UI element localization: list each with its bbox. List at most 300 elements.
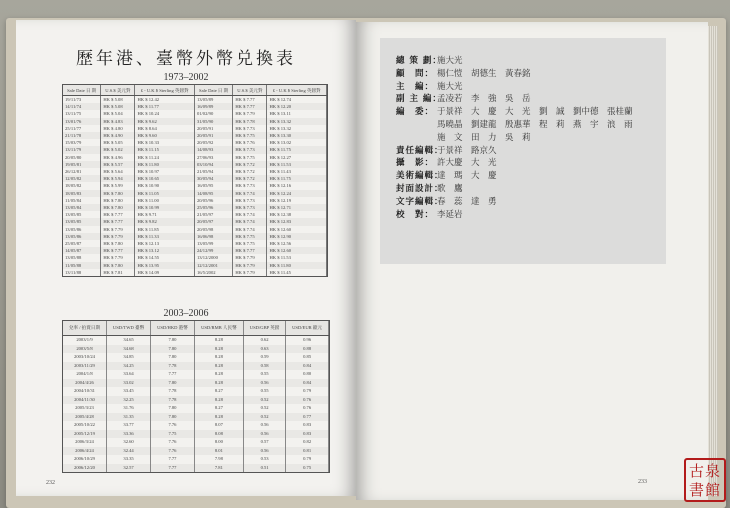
table-cell: 2006/12/20 — [63, 464, 106, 473]
table-cell: HK $ 7.75 — [233, 154, 267, 161]
table-cell: HK $ 11.75 — [267, 175, 327, 182]
table-row — [63, 96, 327, 104]
table-row — [63, 247, 327, 254]
table-cell: HK $ 13.12 — [135, 247, 194, 254]
table-cell: HK $ 7.77 — [101, 247, 135, 254]
credit-role: 封面設計： — [396, 184, 444, 194]
table-cell: 01/02/90 — [194, 110, 232, 117]
table-cell: HK $ 7.81 — [101, 269, 135, 276]
table-cell: 8.28 — [194, 413, 243, 422]
table-cell: 25/05/87 — [63, 240, 101, 247]
table-cell: 2003/1/9 — [63, 336, 106, 345]
table-cell: 33.64 — [106, 370, 150, 379]
table-cell: HK $ 5.02 — [101, 146, 135, 153]
table-cell: 7.78 — [151, 396, 195, 405]
table-row — [63, 211, 327, 218]
table-cell: HK $ 7.74 — [233, 190, 267, 197]
table-cell: 2005/3/23 — [63, 404, 106, 413]
table-cell: 32.44 — [106, 447, 150, 456]
table-cell: HK $ 7.74 — [233, 211, 267, 218]
table-cell: HK $ 7.72 — [233, 168, 267, 175]
table-cell: 16/5/2002 — [194, 269, 232, 276]
table-header-cell: USD/TWD 臺幣 — [106, 321, 150, 336]
table-cell: HK $ 11.45 — [267, 269, 327, 276]
table-cell: HK $ 12.38 — [267, 211, 327, 218]
table-cell: 0.63 — [243, 345, 285, 354]
table-cell: 0.79 — [286, 455, 329, 464]
table-cell: 0.52 — [243, 396, 285, 405]
table-cell: 33.77 — [106, 421, 150, 430]
table-cell: 14/11/74 — [63, 103, 101, 110]
table-cell: 31.76 — [106, 404, 150, 413]
table-cell: HK $ 7.77 — [233, 103, 267, 110]
table-cell: HK $ 11.15 — [135, 146, 194, 153]
credit-line — [396, 184, 463, 194]
table-row — [63, 139, 327, 146]
table-cell: 0.83 — [286, 421, 329, 430]
page-edges — [708, 26, 718, 496]
table-cell: 20/05/80 — [63, 154, 101, 161]
table-cell: HK $ 10.65 — [135, 175, 194, 182]
table-cell: 14/08/93 — [194, 146, 232, 153]
table-row — [63, 430, 329, 439]
table-cell: HK $ 7.79 — [233, 110, 267, 117]
table-cell: 13/01/76 — [63, 118, 101, 125]
table-cell: 7.98 — [194, 455, 243, 464]
table-cell: 15/03/79 — [63, 139, 101, 146]
table-row — [63, 438, 329, 447]
table-row — [63, 125, 327, 132]
table-cell: HK $ 11.53 — [267, 161, 327, 168]
collector-seal-stamp: 古泉 書館 — [684, 458, 726, 502]
credit-role: 校 對： — [396, 209, 435, 220]
table-cell: 2004/11/30 — [63, 396, 106, 405]
table-header-cell: U.S.$ 美元對 — [101, 85, 135, 96]
table-row — [63, 175, 327, 182]
table-cell: HK $ 10.24 — [135, 110, 194, 117]
table-cell: HK $ 11.53 — [267, 254, 327, 261]
table-cell: HK $ 12.16 — [267, 182, 327, 189]
table-cell: HK $ 9.60 — [135, 132, 194, 139]
table-cell: 13/05/85 — [63, 218, 101, 225]
credit-line — [396, 146, 497, 156]
table-cell: HK $ 10.90 — [135, 182, 194, 189]
table-cell: HK $ 7.79 — [101, 233, 135, 240]
table-cell: HK $ 11.43 — [267, 168, 327, 175]
table-cell: HK $ 5.08 — [101, 103, 135, 110]
table-cell: 0.58 — [243, 362, 285, 371]
table-cell: 16/05/95 — [194, 182, 232, 189]
table-cell: 20/05/97 — [194, 218, 232, 225]
credit-role: 編 委： — [396, 107, 435, 118]
credit-role: 總 策 劃： — [396, 56, 442, 66]
table-cell: HK $ 7.79 — [101, 226, 135, 233]
table-cell: 2003/10/24 — [63, 353, 106, 362]
table-row — [63, 233, 327, 240]
credit-names: 許大慶 大 光 — [437, 158, 497, 169]
table-cell: HK $ 7.77 — [233, 247, 267, 254]
table-row — [63, 262, 327, 269]
table-cell: HK $ 4.90 — [101, 132, 135, 139]
credit-role: 攝 影： — [396, 158, 435, 169]
table-cell: 30/05/94 — [194, 175, 232, 182]
table-cell: HK $ 12.42 — [135, 96, 194, 104]
table-header-cell: Sale Date 日 期 — [63, 85, 101, 96]
table-cell: 7.76 — [151, 421, 195, 430]
table-row — [63, 345, 329, 354]
table-cell: HK $ 12.60 — [267, 247, 327, 254]
credit-line — [396, 94, 531, 104]
table-cell: 0.84 — [286, 362, 329, 371]
table-cell: 7.75 — [151, 430, 195, 439]
table-cell: HK $ 7.77 — [233, 96, 267, 104]
table-cell: 11/05/84 — [63, 197, 101, 204]
exchange-table-1973-2002 — [62, 84, 328, 277]
table-cell: 0.88 — [286, 345, 329, 354]
table-cell: HK $ 7.72 — [233, 161, 267, 168]
credit-names: 達 瑪 大 慶 — [437, 171, 497, 182]
table-cell: HK $ 12.27 — [267, 154, 327, 161]
table-cell: HK $ 8.64 — [135, 125, 194, 132]
table-cell: HK $ 7.80 — [101, 197, 135, 204]
credit-names: 馬曉晶 劉建龍 殷惠華 程 莉 燕 宇 浪 雨 — [437, 120, 633, 130]
table-cell: HK $ 7.73 — [233, 146, 267, 153]
table-cell: 13/11/75 — [63, 110, 101, 117]
table-cell: 0.56 — [243, 430, 285, 439]
credit-names: 歌 鷹 — [437, 184, 463, 194]
table-cell: HK $ 9.71 — [135, 211, 194, 218]
credit-names: 孟凌若 李 強 吳 岳 — [437, 94, 531, 105]
table-cell: HK $ 14.09 — [135, 269, 194, 276]
table-row — [63, 396, 329, 405]
table-cell: 0.83 — [286, 430, 329, 439]
credit-names: 李延岩 — [437, 209, 463, 220]
credit-line — [396, 107, 633, 117]
table-cell: HK $ 7.79 — [101, 254, 135, 261]
credit-role: 文字編輯： — [396, 196, 444, 207]
table-cell: 0.52 — [243, 413, 285, 422]
table-header-cell: USD/HKD 港幣 — [151, 321, 195, 336]
table-cell: 16/06/98 — [194, 233, 232, 240]
table-cell: HK $ 12.19 — [267, 197, 327, 204]
credit-names: 施 文 田 力 吳 莉 — [437, 132, 531, 143]
table-cell: 0.56 — [243, 421, 285, 430]
table-cell: HK $ 7.79 — [233, 262, 267, 269]
table-row — [63, 353, 329, 362]
table-cell: 0.53 — [243, 455, 285, 464]
table-cell: 33.35 — [106, 455, 150, 464]
table-cell: 19/11/73 — [63, 96, 101, 104]
table-cell: HK $ 12.71 — [267, 204, 327, 211]
table-cell: HK $ 11.24 — [135, 154, 194, 161]
credit-role: 責任編輯： — [396, 145, 444, 156]
table-row — [63, 413, 329, 422]
table-row — [63, 197, 327, 204]
table-cell: 34.85 — [106, 353, 150, 362]
table-header-cell: USD/RMB 人民幣 — [194, 321, 243, 336]
table-cell: 2005/4/28 — [63, 413, 106, 422]
table-cell: HK $ 5.94 — [101, 175, 135, 182]
table-cell: 0.62 — [243, 336, 285, 345]
table-cell: 7.78 — [151, 362, 195, 371]
period-label-1: 1973–2002 — [163, 72, 209, 83]
credit-names: 于景祥 大 慶 大 光 劉 誠 劉中德 張桂蘭 — [437, 107, 633, 118]
table-row — [63, 404, 329, 413]
period-label-2: 2003–2006 — [163, 308, 209, 319]
table-cell: 33.02 — [106, 379, 150, 388]
table-cell: HK $ 14.55 — [135, 254, 194, 261]
table-row — [63, 118, 327, 125]
table-cell: 2005/10/22 — [63, 421, 106, 430]
table-cell: 7.81 — [194, 464, 243, 473]
table-cell: 31/05/90 — [194, 118, 232, 125]
table-cell: HK $ 13.11 — [267, 110, 327, 117]
table-cell: 13/11/79 — [63, 146, 101, 153]
table-cell: 12/05/82 — [63, 175, 101, 182]
table-cell: HK $ 11.85 — [135, 226, 194, 233]
table-cell: 20/05/91 — [194, 132, 232, 139]
table-cell: HK $ 13.32 — [267, 125, 327, 132]
table-cell: 13/05/86 — [63, 233, 101, 240]
table-cell: 2006/3/24 — [63, 438, 106, 447]
table-cell: 21/11/78 — [63, 132, 101, 139]
table-header-cell: £ - U.K $ Sterling 英鎊對 — [267, 85, 327, 96]
table-cell: 16/09/89 — [194, 103, 232, 110]
table-row — [63, 182, 327, 189]
table-cell: 2006/10/29 — [63, 455, 106, 464]
table-cell: 7.77 — [151, 464, 195, 473]
table-row — [63, 190, 327, 197]
table-cell: HK $ 9.82 — [135, 218, 194, 225]
table-cell: 0.77 — [286, 413, 329, 422]
table-cell: 18/05/82 — [63, 182, 101, 189]
table-cell: HK $ 11.33 — [135, 233, 194, 240]
table-cell: 20/05/98 — [194, 226, 232, 233]
table-cell: HK $ 7.73 — [233, 204, 267, 211]
table-cell: HK $ 11.00 — [135, 197, 194, 204]
table-cell: HK $ 5.64 — [101, 168, 135, 175]
table-cell: 33.45 — [106, 387, 150, 396]
table-cell: HK $ 7.80 — [101, 190, 135, 197]
table-cell: HK $ 4.80 — [101, 125, 135, 132]
table-cell: HK $ 12.20 — [267, 103, 327, 110]
table-cell: 03/10/94 — [194, 161, 232, 168]
table-cell: 12/12/2001 — [194, 262, 232, 269]
table-cell: HK $ 12.83 — [267, 218, 327, 225]
table-cell: 2004/10/31 — [63, 387, 106, 396]
table-cell: HK $ 7.73 — [233, 182, 267, 189]
table-cell: HK $ 7.80 — [101, 262, 135, 269]
credit-line — [396, 69, 531, 79]
table-row — [63, 168, 327, 175]
table-cell: 7.80 — [151, 404, 195, 413]
table-cell: 20/05/91 — [194, 125, 232, 132]
table-cell: 25/05/96 — [194, 204, 232, 211]
table-cell: 34.68 — [106, 345, 150, 354]
table-row — [63, 370, 329, 379]
table-cell: 2004/4/26 — [63, 379, 106, 388]
table-cell: HK $ 12.74 — [267, 96, 327, 104]
table-cell: HK $ 4.96 — [101, 154, 135, 161]
table-row — [63, 455, 329, 464]
page-title: 歷年港、臺幣外幣兑換表 — [76, 49, 296, 69]
table-cell: 8.28 — [194, 379, 243, 388]
table-cell: HK $ 7.75 — [233, 240, 267, 247]
table-header-cell: USD/EUR 歐元 — [286, 321, 329, 336]
credit-names: 春 蕊 達 勇 — [437, 196, 497, 207]
table-cell: 7.80 — [151, 379, 195, 388]
table-cell: 0.79 — [286, 387, 329, 396]
table-cell: 19/05/81 — [63, 161, 101, 168]
credit-names: 施大光 — [437, 81, 463, 92]
table-cell: 0.80 — [286, 370, 329, 379]
table-cell: 34.65 — [106, 336, 150, 345]
table-cell: 8.08 — [194, 430, 243, 439]
table-cell: 7.78 — [151, 387, 195, 396]
table-cell: 20/05/92 — [194, 139, 232, 146]
table-cell: 11/05/88 — [63, 262, 101, 269]
credit-names: 施大光 — [437, 56, 463, 66]
table-cell: 24/12/99 — [194, 247, 232, 254]
table-cell: 0.96 — [286, 336, 329, 345]
table-cell: 21/05/94 — [194, 168, 232, 175]
table-cell: 2006/4/24 — [63, 447, 106, 456]
table-cell: 8.28 — [194, 362, 243, 371]
table-cell: 0.51 — [243, 464, 285, 473]
table-cell: HK $ 7.73 — [233, 197, 267, 204]
table-cell: HK $ 7.73 — [233, 125, 267, 132]
table-cell: HK $ 11.80 — [267, 262, 327, 269]
table-cell: 14/05/87 — [63, 247, 101, 254]
table-cell: 7.80 — [151, 413, 195, 422]
table-cell: 8.27 — [194, 387, 243, 396]
table-cell: HK $ 9.62 — [135, 118, 194, 125]
table-row — [63, 240, 327, 247]
table-cell: 25/11/77 — [63, 125, 101, 132]
credit-role: 主 編： — [396, 81, 435, 92]
credit-names: 楊仁愷 胡德生 黃春銘 — [437, 68, 531, 79]
table-cell: HK $ 7.74 — [233, 218, 267, 225]
table-cell: 0.75 — [286, 464, 329, 473]
table-cell: HK $ 12.13 — [135, 240, 194, 247]
table-cell: 34.25 — [106, 362, 150, 371]
table-cell: 31.35 — [106, 413, 150, 422]
credit-line — [396, 133, 531, 143]
table-cell: HK $ 7.76 — [233, 139, 267, 146]
table-row — [63, 254, 327, 261]
credit-line — [396, 171, 497, 181]
table-row — [63, 464, 329, 473]
table-cell: HK $ 7.77 — [101, 218, 135, 225]
table-cell: HK $ 11.05 — [135, 190, 194, 197]
table-cell: HK $ 12.24 — [267, 190, 327, 197]
table-cell: HK $ 7.79 — [233, 269, 267, 276]
table-cell: 7.80 — [151, 345, 195, 354]
table-cell: HK $ 13.30 — [267, 132, 327, 139]
table-cell: HK $ 5.57 — [101, 161, 135, 168]
credit-role: 顧 問： — [396, 68, 435, 79]
credits-box — [380, 38, 666, 264]
table-cell: 0.82 — [286, 438, 329, 447]
table-cell: HK $ 5.08 — [101, 96, 135, 104]
table-cell: HK $ 13.02 — [267, 139, 327, 146]
table-row — [63, 218, 327, 225]
table-cell: 32.57 — [106, 464, 150, 473]
table-row — [63, 226, 327, 233]
table-cell: HK $ 5.05 — [101, 139, 135, 146]
table-cell: HK $ 12.60 — [267, 226, 327, 233]
table-cell: HK $ 7.75 — [233, 132, 267, 139]
table-cell: 8.28 — [194, 370, 243, 379]
table-row — [63, 447, 329, 456]
table-cell: HK $ 7.74 — [233, 226, 267, 233]
table-cell: 0.55 — [243, 387, 285, 396]
table-cell: 13/11/88 — [63, 269, 101, 276]
table-row — [63, 154, 327, 161]
table-cell: HK $ 10.97 — [135, 168, 194, 175]
table-cell: 13/12/2000 — [194, 254, 232, 261]
table-cell: HK $ 7.72 — [233, 175, 267, 182]
table-cell: HK $ 10.33 — [135, 139, 194, 146]
table-cell: 8.28 — [194, 353, 243, 362]
table-header-cell: USD/GBP 英鎊 — [243, 321, 285, 336]
table-cell: 32.60 — [106, 438, 150, 447]
left-page — [16, 20, 356, 496]
credit-role: 副 主 編： — [396, 94, 442, 105]
table-row — [63, 269, 327, 276]
table-cell: 13/05/86 — [63, 226, 101, 233]
table-cell: HK $ 13.32 — [267, 118, 327, 125]
table-cell: 18/05/83 — [63, 190, 101, 197]
table-cell: 26/12/81 — [63, 168, 101, 175]
table-cell: HK $ 13.95 — [135, 262, 194, 269]
table-cell: 13/05/99 — [194, 240, 232, 247]
table-row — [63, 362, 329, 371]
credit-line — [396, 210, 463, 220]
table-cell: 7.77 — [151, 370, 195, 379]
table-row — [63, 132, 327, 139]
table-cell: 7.77 — [151, 455, 195, 464]
table-cell: 7.80 — [151, 336, 195, 345]
table-cell: 0.81 — [286, 447, 329, 456]
table-cell: HK $ 7.78 — [233, 118, 267, 125]
table-cell: HK $ 7.80 — [101, 204, 135, 211]
credit-line — [396, 56, 463, 66]
table-cell: HK $ 5.04 — [101, 110, 135, 117]
table-cell: HK $ 10.99 — [135, 204, 194, 211]
table-cell: HK $ 4.83 — [101, 118, 135, 125]
table-cell: 8.28 — [194, 336, 243, 345]
table-row — [63, 110, 327, 117]
table-cell: HK $ 11.77 — [135, 103, 194, 110]
table-cell: 0.56 — [243, 447, 285, 456]
table-cell: 8.28 — [194, 396, 243, 405]
table-cell: 13/05/85 — [63, 211, 101, 218]
table-cell: 14/08/95 — [194, 190, 232, 197]
table-cell: HK $ 7.75 — [233, 233, 267, 240]
credit-line — [396, 82, 463, 92]
table-cell: 0.56 — [243, 379, 285, 388]
table-row — [63, 379, 329, 388]
table-row — [63, 161, 327, 168]
table-cell: 8.07 — [194, 421, 243, 430]
table-cell: HK $ 11.75 — [267, 146, 327, 153]
table-cell: 2003/11/29 — [63, 362, 106, 371]
table-header-cell: £ - U.K $ Sterling 英鎊對 — [135, 85, 194, 96]
table-cell: 2003/5/8 — [63, 345, 106, 354]
table-cell: 0.52 — [243, 404, 285, 413]
table-row — [63, 146, 327, 153]
